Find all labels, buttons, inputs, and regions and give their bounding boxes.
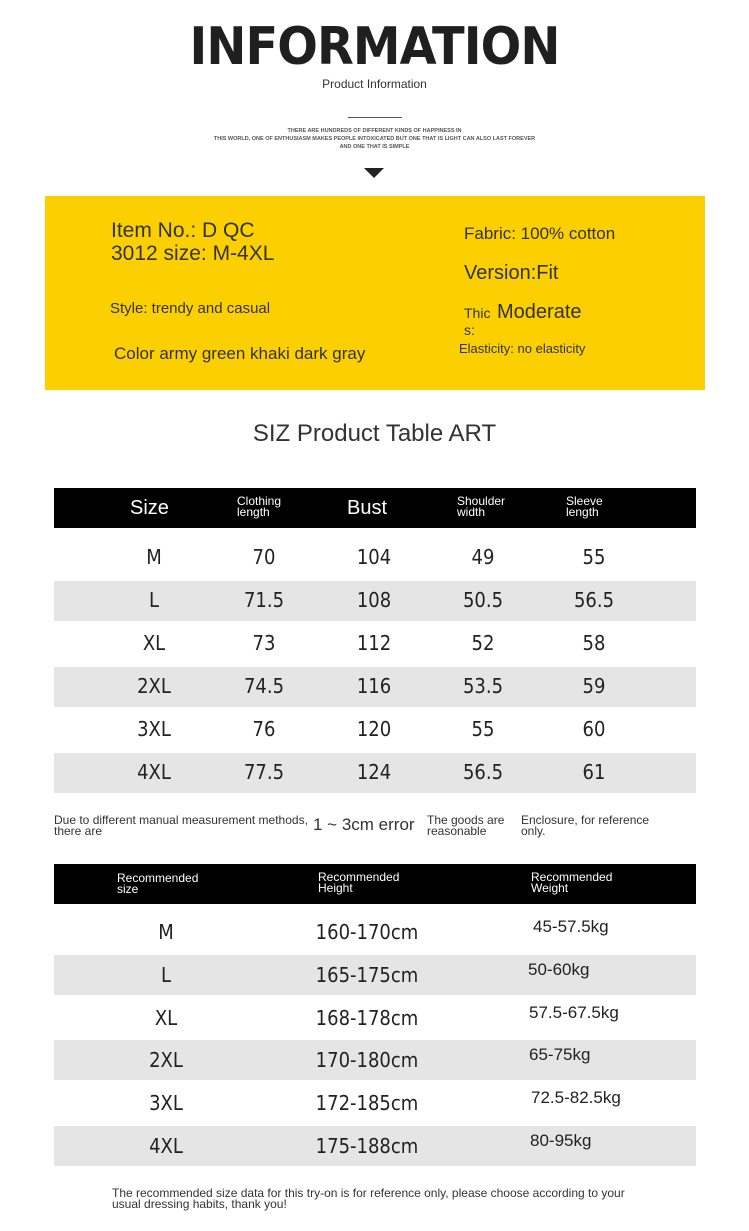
size-table-row — [54, 538, 696, 578]
recommend-table-row — [54, 955, 696, 995]
table-cell: 56.5 — [573, 588, 615, 612]
header-rec-height-2: Height — [318, 881, 353, 895]
note-part-3: Enclosure, for reference — [521, 813, 650, 827]
table-cell: 65-75kg — [529, 1045, 591, 1064]
header-shoulder-width-2: width — [457, 505, 486, 519]
recommend-table-header — [54, 864, 696, 904]
note-error: 1 ~ 3cm error — [313, 815, 415, 834]
header-sleeve-length: Sleeve — [566, 494, 603, 508]
size-table-row — [54, 581, 696, 621]
table-cell: 2XL — [149, 1048, 183, 1072]
size-table-row — [54, 753, 696, 793]
header-rec-size: Recommended — [117, 871, 199, 885]
thickness-value: Moderate — [497, 301, 582, 323]
table-cell: 172-185cm — [315, 1091, 419, 1115]
table-cell: 112 — [356, 631, 392, 655]
table-cell: 52 — [471, 631, 495, 655]
style-text: Style: trendy and casual — [110, 300, 271, 317]
table-cell: 58 — [582, 631, 606, 655]
table-cell: 80-95kg — [530, 1131, 592, 1150]
table-cell: 170-180cm — [315, 1048, 419, 1072]
version-text: Version:Fit — [464, 262, 559, 284]
table-cell: 165-175cm — [315, 963, 419, 987]
table-cell: 55 — [471, 717, 495, 741]
table-cell: 104 — [356, 545, 392, 569]
item-no-line-1: Item No.: D QC — [111, 219, 255, 242]
color-text: Color army green khaki dark gray — [114, 344, 366, 363]
table-cell: 120 — [356, 717, 392, 741]
table-cell: M — [158, 920, 174, 944]
table-cell: 71.5 — [243, 588, 285, 612]
table-cell: 175-188cm — [315, 1134, 419, 1158]
header-clothing-length-2: length — [237, 505, 270, 519]
header-shoulder-width: Shoulder — [457, 494, 506, 508]
table-cell: L — [148, 588, 160, 612]
size-table-row — [54, 710, 696, 750]
note-part-3-line-2: only. — [521, 824, 546, 838]
divider — [348, 117, 402, 118]
note-part-2: The goods are — [427, 813, 505, 827]
recommend-table-row — [54, 912, 696, 952]
header-rec-weight: Recommended — [531, 870, 613, 884]
size-table-row — [54, 667, 696, 707]
tagline-line-3: AND ONE THAT IS SIMPLE — [339, 144, 410, 150]
table-cell: 55 — [582, 545, 606, 569]
header-clothing-length: Clothing — [237, 494, 282, 508]
header-size: Size — [130, 497, 169, 519]
table-cell: 74.5 — [243, 674, 285, 698]
header-rec-size-2: size — [117, 882, 139, 896]
header-sleeve-length-2: length — [566, 505, 599, 519]
table-cell: 61 — [582, 760, 606, 784]
table-cell: 76 — [252, 717, 276, 741]
item-no-line-2: 3012 size: M-4XL — [111, 242, 275, 265]
size-table-header — [54, 488, 696, 528]
tagline-line-1: THERE ARE HUNDREDS OF DIFFERENT KINDS OF HAPPINESS IN — [287, 128, 462, 134]
size-table-title: SIZ Product Table ART — [252, 420, 497, 447]
table-cell: 124 — [356, 760, 392, 784]
table-cell: 2XL — [137, 674, 171, 698]
header-rec-weight-2: Weight — [531, 881, 569, 895]
table-cell: L — [160, 963, 172, 987]
table-cell: 168-178cm — [315, 1006, 419, 1030]
header-bust: Bust — [347, 497, 388, 519]
thickness-label-end: s: — [464, 322, 475, 338]
recommend-table-row — [54, 998, 696, 1038]
note-part-1: Due to different manual measurement methods, — [54, 813, 308, 827]
table-cell: 59 — [582, 674, 606, 698]
note-part-2-line-2: reasonable — [427, 824, 487, 838]
table-cell: 108 — [356, 588, 392, 612]
table-cell: 50-60kg — [528, 960, 590, 979]
table-cell: 50.5 — [462, 588, 504, 612]
size-table-row — [54, 624, 696, 664]
table-cell: 45-57.5kg — [533, 917, 609, 936]
table-cell: 53.5 — [462, 674, 504, 698]
fabric-text: Fabric: 100% cotton — [464, 224, 616, 243]
table-cell: XL — [154, 1006, 178, 1030]
table-cell: M — [146, 545, 162, 569]
table-cell: 77.5 — [243, 760, 285, 784]
table-cell: 3XL — [149, 1091, 183, 1115]
header-rec-height: Recommended — [318, 870, 400, 884]
footer-note-line-2: usual dressing habits, thank you! — [112, 1197, 287, 1211]
recommend-table-row — [54, 1083, 696, 1123]
table-cell: 160-170cm — [315, 920, 419, 944]
note-part-1-line-2: there are — [54, 824, 103, 838]
tagline-line-2: THIS WORLD, ONE OF ENTHUSIASM MAKES PEOPLE INTOXICATED BUT ONE THAT IS LIGHT CAN ALSO LAST FOREVER — [213, 136, 536, 142]
page-title: INFORMATION — [189, 17, 560, 77]
table-cell: 57.5-67.5kg — [529, 1003, 619, 1022]
table-cell: 73 — [252, 631, 276, 655]
down-arrow-icon — [364, 168, 384, 178]
thickness-label: Thic — [464, 305, 491, 321]
table-cell: 60 — [582, 717, 606, 741]
recommend-table-row — [54, 1040, 696, 1080]
table-cell: 116 — [356, 674, 392, 698]
table-cell: 49 — [471, 545, 495, 569]
recommend-table-row — [54, 1126, 696, 1166]
page-subtitle: Product Information — [322, 77, 427, 91]
elasticity-text: Elasticity: no elasticity — [459, 341, 586, 356]
table-cell: 4XL — [137, 760, 171, 784]
table-cell: 70 — [252, 545, 276, 569]
footer-note: The recommended size data for this try-on is for reference only, please choose according to your — [112, 1186, 625, 1200]
table-cell: 56.5 — [462, 760, 504, 784]
table-cell: 4XL — [149, 1134, 183, 1158]
table-cell: 3XL — [137, 717, 171, 741]
table-cell: XL — [142, 631, 166, 655]
table-cell: 72.5-82.5kg — [531, 1088, 621, 1107]
